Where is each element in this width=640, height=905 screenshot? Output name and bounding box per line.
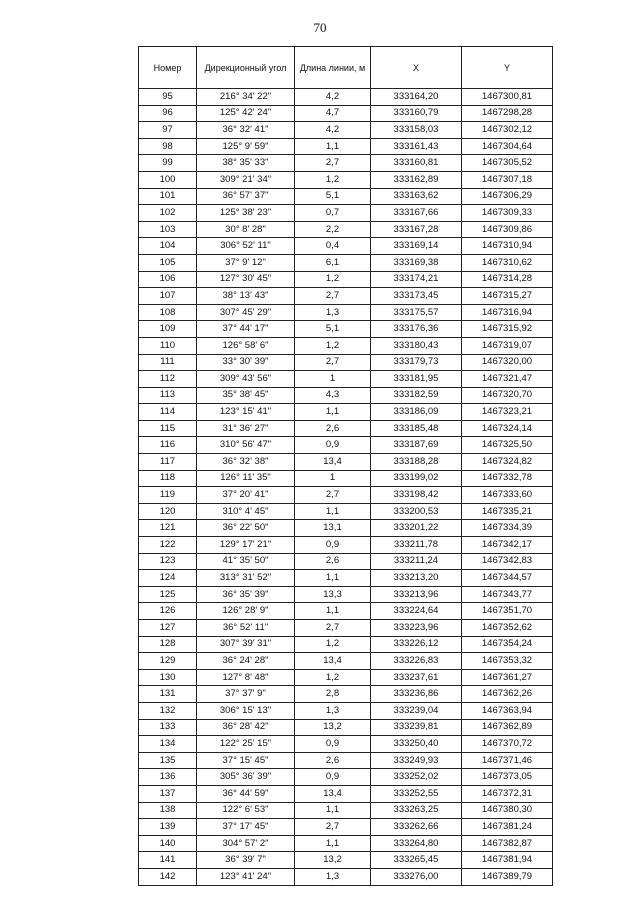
cell-line-length: 1 — [295, 470, 371, 487]
cell-direction-angle: 122° 6' 53" — [197, 802, 295, 819]
cell-line-length: 13,2 — [295, 852, 371, 869]
cell-direction-angle: 38° 13' 43" — [197, 288, 295, 305]
cell-y: 1467335,21 — [462, 503, 553, 520]
cell-direction-angle: 310° 56' 47" — [197, 437, 295, 454]
cell-number: 124 — [139, 570, 197, 587]
table-row — [139, 702, 553, 719]
cell-direction-angle: 306° 15' 13" — [197, 702, 295, 719]
table-row — [139, 371, 553, 388]
cell-y: 1467351,70 — [462, 603, 553, 620]
cell-direction-angle: 306° 52' 11" — [197, 238, 295, 255]
header-y: Y — [462, 47, 553, 89]
cell-number: 120 — [139, 503, 197, 520]
cell-direction-angle: 129° 17' 21" — [197, 537, 295, 554]
cell-x: 333181,95 — [371, 371, 462, 388]
cell-x: 333237,61 — [371, 669, 462, 686]
cell-number: 95 — [139, 89, 197, 106]
cell-x: 333249,93 — [371, 752, 462, 769]
cell-line-length: 2,2 — [295, 221, 371, 238]
cell-direction-angle: 36° 44' 59" — [197, 785, 295, 802]
cell-number: 126 — [139, 603, 197, 620]
cell-number: 108 — [139, 304, 197, 321]
cell-direction-angle: 123° 41' 24" — [197, 868, 295, 885]
cell-number: 130 — [139, 669, 197, 686]
cell-direction-angle: 123° 15' 41" — [197, 404, 295, 421]
cell-x: 333176,36 — [371, 321, 462, 338]
cell-line-length: 13,1 — [295, 520, 371, 537]
cell-direction-angle: 36° 52' 11" — [197, 620, 295, 637]
table-row — [139, 520, 553, 537]
cell-direction-angle: 127° 30' 45" — [197, 271, 295, 288]
cell-y: 1467334,39 — [462, 520, 553, 537]
cell-y: 1467320,70 — [462, 387, 553, 404]
cell-direction-angle: 36° 32' 38" — [197, 454, 295, 471]
table-row — [139, 188, 553, 205]
table-row — [139, 570, 553, 587]
table-row — [139, 321, 553, 338]
table-body — [139, 89, 553, 886]
table-row — [139, 835, 553, 852]
cell-x: 333185,48 — [371, 420, 462, 437]
cell-direction-angle: 305° 36' 39" — [197, 769, 295, 786]
cell-x: 333179,73 — [371, 354, 462, 371]
table-row — [139, 155, 553, 172]
cell-y: 1467342,83 — [462, 553, 553, 570]
cell-line-length: 1,2 — [295, 669, 371, 686]
cell-direction-angle: 37° 44' 17" — [197, 321, 295, 338]
cell-number: 138 — [139, 802, 197, 819]
cell-line-length: 2,7 — [295, 354, 371, 371]
cell-number: 97 — [139, 122, 197, 139]
cell-y: 1467305,52 — [462, 155, 553, 172]
cell-direction-angle: 36° 22' 50" — [197, 520, 295, 537]
cell-direction-angle: 37° 15' 45" — [197, 752, 295, 769]
table-row — [139, 437, 553, 454]
cell-line-length: 2,7 — [295, 288, 371, 305]
table-row — [139, 802, 553, 819]
cell-x: 333262,66 — [371, 819, 462, 836]
cell-x: 333224,64 — [371, 603, 462, 620]
table-row — [139, 354, 553, 371]
cell-y: 1467363,94 — [462, 702, 553, 719]
cell-y: 1467332,78 — [462, 470, 553, 487]
cell-line-length: 13,4 — [295, 454, 371, 471]
cell-x: 333188,28 — [371, 454, 462, 471]
coordinates-table — [138, 46, 553, 886]
cell-line-length: 13,4 — [295, 785, 371, 802]
cell-number: 133 — [139, 719, 197, 736]
cell-number: 137 — [139, 785, 197, 802]
cell-line-length: 1,3 — [295, 304, 371, 321]
table-row — [139, 138, 553, 155]
cell-y: 1467323,21 — [462, 404, 553, 421]
cell-y: 1467319,07 — [462, 337, 553, 354]
cell-y: 1467354,24 — [462, 636, 553, 653]
cell-number: 113 — [139, 387, 197, 404]
cell-number: 98 — [139, 138, 197, 155]
cell-number: 112 — [139, 371, 197, 388]
cell-number: 121 — [139, 520, 197, 537]
cell-direction-angle: 35° 38' 45" — [197, 387, 295, 404]
header-number: Номер — [139, 47, 197, 89]
cell-x: 333213,20 — [371, 570, 462, 587]
table-row — [139, 686, 553, 703]
cell-x: 333211,24 — [371, 553, 462, 570]
table-row — [139, 304, 553, 321]
page-number: 70 — [313, 20, 327, 35]
table-row — [139, 769, 553, 786]
cell-y: 1467371,46 — [462, 752, 553, 769]
cell-x: 333164,20 — [371, 89, 462, 106]
cell-line-length: 1,1 — [295, 570, 371, 587]
table-row — [139, 171, 553, 188]
cell-direction-angle: 36° 28' 42" — [197, 719, 295, 736]
table-row — [139, 503, 553, 520]
cell-number: 106 — [139, 271, 197, 288]
cell-number: 111 — [139, 354, 197, 371]
cell-line-length: 1,1 — [295, 835, 371, 852]
cell-y: 1467381,24 — [462, 819, 553, 836]
cell-direction-angle: 37° 17' 45" — [197, 819, 295, 836]
cell-line-length: 2,7 — [295, 487, 371, 504]
header-x: X — [371, 47, 462, 89]
cell-line-length: 4,3 — [295, 387, 371, 404]
cell-x: 333160,81 — [371, 155, 462, 172]
cell-line-length: 2,6 — [295, 553, 371, 570]
cell-direction-angle: 36° 35' 39" — [197, 586, 295, 603]
cell-line-length: 1,3 — [295, 868, 371, 885]
cell-number: 119 — [139, 487, 197, 504]
cell-direction-angle: 216° 34' 22" — [197, 89, 295, 106]
cell-y: 1467362,89 — [462, 719, 553, 736]
cell-number: 122 — [139, 537, 197, 554]
cell-y: 1467320,00 — [462, 354, 553, 371]
table-row — [139, 122, 553, 139]
cell-number: 114 — [139, 404, 197, 421]
cell-x: 333265,45 — [371, 852, 462, 869]
cell-x: 333199,02 — [371, 470, 462, 487]
cell-number: 123 — [139, 553, 197, 570]
cell-y: 1467315,92 — [462, 321, 553, 338]
cell-line-length: 0,7 — [295, 205, 371, 222]
cell-number: 127 — [139, 620, 197, 637]
cell-x: 333213,96 — [371, 586, 462, 603]
cell-y: 1467333,60 — [462, 487, 553, 504]
cell-x: 333211,78 — [371, 537, 462, 554]
cell-x: 333175,57 — [371, 304, 462, 321]
cell-y: 1467309,86 — [462, 221, 553, 238]
cell-number: 128 — [139, 636, 197, 653]
cell-line-length: 2,6 — [295, 420, 371, 437]
cell-y: 1467321,47 — [462, 371, 553, 388]
cell-x: 333239,04 — [371, 702, 462, 719]
cell-y: 1467325,50 — [462, 437, 553, 454]
cell-direction-angle: 36° 24' 28" — [197, 653, 295, 670]
cell-y: 1467302,12 — [462, 122, 553, 139]
cell-y: 1467306,29 — [462, 188, 553, 205]
table-row — [139, 636, 553, 653]
cell-x: 333226,12 — [371, 636, 462, 653]
cell-y: 1467370,72 — [462, 736, 553, 753]
cell-y: 1467324,82 — [462, 454, 553, 471]
cell-direction-angle: 30° 8' 28" — [197, 221, 295, 238]
cell-line-length: 2,8 — [295, 686, 371, 703]
cell-y: 1467352,62 — [462, 620, 553, 637]
cell-line-length: 1,1 — [295, 404, 371, 421]
cell-number: 110 — [139, 337, 197, 354]
cell-direction-angle: 122° 25' 15" — [197, 736, 295, 753]
cell-number: 103 — [139, 221, 197, 238]
cell-direction-angle: 125° 9' 59" — [197, 138, 295, 155]
cell-number: 115 — [139, 420, 197, 437]
table-row — [139, 238, 553, 255]
table-row — [139, 254, 553, 271]
cell-x: 333252,02 — [371, 769, 462, 786]
table-row — [139, 420, 553, 437]
cell-line-length: 1,1 — [295, 802, 371, 819]
cell-line-length: 2,7 — [295, 620, 371, 637]
cell-line-length: 13,3 — [295, 586, 371, 603]
cell-number: 140 — [139, 835, 197, 852]
cell-line-length: 2,7 — [295, 819, 371, 836]
cell-number: 141 — [139, 852, 197, 869]
cell-number: 105 — [139, 254, 197, 271]
cell-line-length: 2,7 — [295, 155, 371, 172]
cell-number: 109 — [139, 321, 197, 338]
cell-line-length: 0,4 — [295, 238, 371, 255]
cell-x: 333174,21 — [371, 271, 462, 288]
cell-number: 101 — [139, 188, 197, 205]
cell-y: 1467372,31 — [462, 785, 553, 802]
cell-line-length: 4,2 — [295, 89, 371, 106]
cell-direction-angle: 307° 45' 29" — [197, 304, 295, 321]
cell-number: 100 — [139, 171, 197, 188]
cell-line-length: 5,1 — [295, 321, 371, 338]
cell-y: 1467342,17 — [462, 537, 553, 554]
cell-y: 1467381,94 — [462, 852, 553, 869]
cell-line-length: 13,4 — [295, 653, 371, 670]
cell-number: 125 — [139, 586, 197, 603]
cell-direction-angle: 304° 57' 2" — [197, 835, 295, 852]
cell-direction-angle: 33° 30' 39" — [197, 354, 295, 371]
cell-x: 333236,86 — [371, 686, 462, 703]
cell-direction-angle: 36° 57' 37" — [197, 188, 295, 205]
cell-number: 96 — [139, 105, 197, 122]
cell-x: 333276,00 — [371, 868, 462, 885]
cell-x: 333162,89 — [371, 171, 462, 188]
cell-line-length: 1,2 — [295, 337, 371, 354]
cell-direction-angle: 127° 8' 48" — [197, 669, 295, 686]
cell-direction-angle: 126° 58' 6" — [197, 337, 295, 354]
cell-y: 1467324,14 — [462, 420, 553, 437]
cell-direction-angle: 36° 39' 7" — [197, 852, 295, 869]
cell-number: 118 — [139, 470, 197, 487]
cell-y: 1467304,64 — [462, 138, 553, 155]
cell-number: 142 — [139, 868, 197, 885]
table-row — [139, 819, 553, 836]
cell-y: 1467316,94 — [462, 304, 553, 321]
cell-y: 1467389,79 — [462, 868, 553, 885]
cell-y: 1467353,32 — [462, 653, 553, 670]
cell-line-length: 0,9 — [295, 769, 371, 786]
cell-direction-angle: 126° 11' 35" — [197, 470, 295, 487]
cell-y: 1467310,62 — [462, 254, 553, 271]
cell-line-length: 13,2 — [295, 719, 371, 736]
cell-x: 333201,22 — [371, 520, 462, 537]
table-row — [139, 404, 553, 421]
cell-number: 116 — [139, 437, 197, 454]
cell-line-length: 1 — [295, 371, 371, 388]
cell-direction-angle: 313° 31' 52" — [197, 570, 295, 587]
table-row — [139, 105, 553, 122]
cell-x: 333250,40 — [371, 736, 462, 753]
table-row — [139, 454, 553, 471]
table-row — [139, 785, 553, 802]
cell-line-length: 1,1 — [295, 503, 371, 520]
table-row — [139, 271, 553, 288]
cell-y: 1467380,30 — [462, 802, 553, 819]
table-row — [139, 205, 553, 222]
table-row — [139, 653, 553, 670]
cell-y: 1467344,57 — [462, 570, 553, 587]
cell-number: 117 — [139, 454, 197, 471]
table-row — [139, 553, 553, 570]
cell-line-length: 5,1 — [295, 188, 371, 205]
table-row — [139, 89, 553, 106]
table-row — [139, 470, 553, 487]
cell-line-length: 1,1 — [295, 603, 371, 620]
cell-x: 333264,80 — [371, 835, 462, 852]
cell-line-length: 4,7 — [295, 105, 371, 122]
cell-number: 136 — [139, 769, 197, 786]
header-direction-angle: Дирекционный угол — [197, 47, 295, 89]
cell-line-length: 0,9 — [295, 537, 371, 554]
cell-x: 333169,38 — [371, 254, 462, 271]
cell-number: 132 — [139, 702, 197, 719]
table-row — [139, 752, 553, 769]
table-row — [139, 221, 553, 238]
cell-x: 333163,62 — [371, 188, 462, 205]
cell-x: 333160,79 — [371, 105, 462, 122]
cell-line-length: 1,3 — [295, 702, 371, 719]
cell-direction-angle: 36° 32' 41" — [197, 122, 295, 139]
cell-number: 104 — [139, 238, 197, 255]
table-row — [139, 586, 553, 603]
cell-line-length: 2,6 — [295, 752, 371, 769]
cell-direction-angle: 125° 42' 24" — [197, 105, 295, 122]
cell-line-length: 1,2 — [295, 271, 371, 288]
cell-y: 1467373,05 — [462, 769, 553, 786]
cell-direction-angle: 309° 43' 56" — [197, 371, 295, 388]
cell-x: 333252,55 — [371, 785, 462, 802]
cell-direction-angle: 38° 35' 33" — [197, 155, 295, 172]
table-row — [139, 736, 553, 753]
cell-direction-angle: 309° 21' 34" — [197, 171, 295, 188]
cell-direction-angle: 41° 35' 50" — [197, 553, 295, 570]
table-row — [139, 288, 553, 305]
table-row — [139, 387, 553, 404]
cell-x: 333263,25 — [371, 802, 462, 819]
header-line-length: Длина линии, м — [295, 47, 371, 89]
cell-direction-angle: 126° 28' 9" — [197, 603, 295, 620]
cell-number: 129 — [139, 653, 197, 670]
cell-x: 333239,81 — [371, 719, 462, 736]
table-row — [139, 537, 553, 554]
cell-direction-angle: 31° 36' 27" — [197, 420, 295, 437]
table-row — [139, 487, 553, 504]
cell-number: 102 — [139, 205, 197, 222]
cell-y: 1467307,18 — [462, 171, 553, 188]
cell-y: 1467343,77 — [462, 586, 553, 603]
table-row — [139, 868, 553, 885]
cell-direction-angle: 310° 4' 45" — [197, 503, 295, 520]
cell-line-length: 0,9 — [295, 437, 371, 454]
table-row — [139, 620, 553, 637]
table-row — [139, 337, 553, 354]
cell-direction-angle: 37° 20' 41" — [197, 487, 295, 504]
cell-y: 1467300,81 — [462, 89, 553, 106]
cell-number: 99 — [139, 155, 197, 172]
cell-line-length: 6,1 — [295, 254, 371, 271]
cell-x: 333223,96 — [371, 620, 462, 637]
cell-y: 1467314,28 — [462, 271, 553, 288]
cell-line-length: 1,2 — [295, 171, 371, 188]
cell-x: 333187,69 — [371, 437, 462, 454]
cell-line-length: 4,2 — [295, 122, 371, 139]
cell-line-length: 1,2 — [295, 636, 371, 653]
cell-direction-angle: 125° 38' 23" — [197, 205, 295, 222]
cell-y: 1467382,87 — [462, 835, 553, 852]
cell-x: 333180,43 — [371, 337, 462, 354]
table-header-row — [139, 47, 553, 89]
cell-number: 131 — [139, 686, 197, 703]
cell-x: 333167,28 — [371, 221, 462, 238]
cell-x: 333158,03 — [371, 122, 462, 139]
cell-number: 134 — [139, 736, 197, 753]
cell-number: 139 — [139, 819, 197, 836]
cell-number: 135 — [139, 752, 197, 769]
table-row — [139, 719, 553, 736]
cell-y: 1467298,28 — [462, 105, 553, 122]
cell-x: 333167,66 — [371, 205, 462, 222]
cell-line-length: 1,1 — [295, 138, 371, 155]
cell-x: 333186,09 — [371, 404, 462, 421]
cell-y: 1467362,26 — [462, 686, 553, 703]
cell-y: 1467361,27 — [462, 669, 553, 686]
cell-direction-angle: 307° 39' 31" — [197, 636, 295, 653]
cell-y: 1467310,94 — [462, 238, 553, 255]
cell-y: 1467309,33 — [462, 205, 553, 222]
cell-direction-angle: 37° 9' 12" — [197, 254, 295, 271]
cell-x: 333200,53 — [371, 503, 462, 520]
cell-y: 1467315,27 — [462, 288, 553, 305]
cell-line-length: 0,9 — [295, 736, 371, 753]
table-row — [139, 603, 553, 620]
cell-direction-angle: 37° 37' 9" — [197, 686, 295, 703]
cell-x: 333169,14 — [371, 238, 462, 255]
cell-x: 333161,43 — [371, 138, 462, 155]
cell-x: 333198,42 — [371, 487, 462, 504]
cell-x: 333226,83 — [371, 653, 462, 670]
cell-x: 333182,59 — [371, 387, 462, 404]
cell-x: 333173,45 — [371, 288, 462, 305]
cell-number: 107 — [139, 288, 197, 305]
table-row — [139, 852, 553, 869]
table-row — [139, 669, 553, 686]
